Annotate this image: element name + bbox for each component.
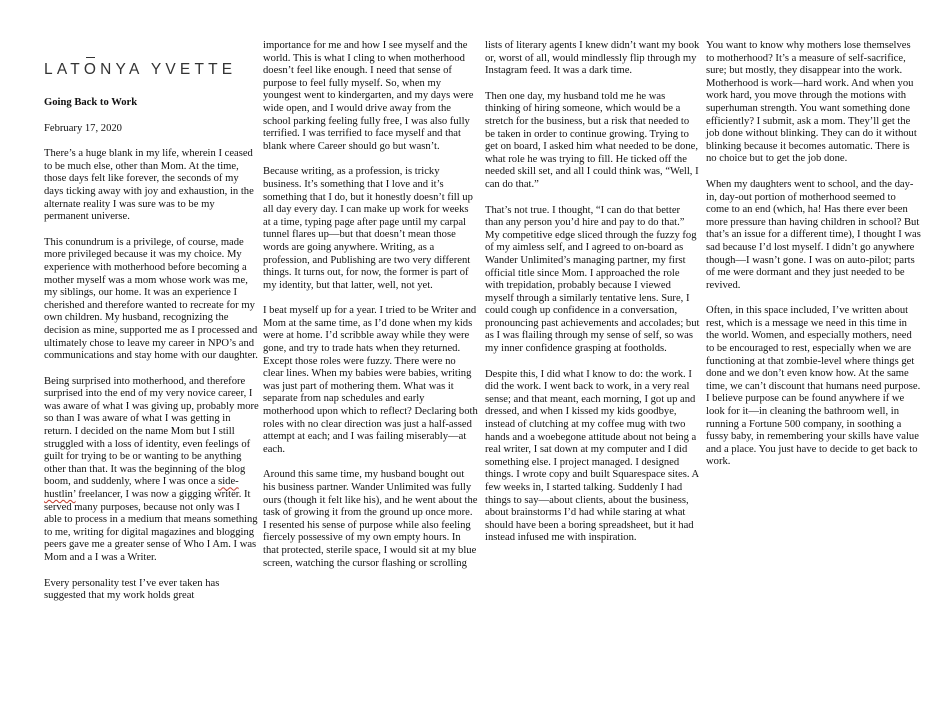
logo-o-with-macron: O: [83, 61, 101, 78]
paragraph: This conundrum is a privilege, of course, made more privileged because it was my choice. My experience with motherhood before becoming a mother myself was a mom whose work was me, my siblings, our home. It was an experience I cherished and therefore wanted to recreate for my own children. My husband, recognizing the decision as mine, supported me as I processed and ultimately chose to leave my career in NPO’s and communications and stay home with our daughter.: [44, 236, 258, 362]
paragraph: [44, 376, 259, 565]
paragraph: Every personality test I’ve ever taken has suggested that my work holds great: [44, 577, 220, 602]
text-run: freelancer, I was now a gigging writer. It served many purposes, because not only was I able to process in a medium that means something to me, writing for digital magazines and blogging peers gave me a greater sense of Who I Am. I was Mom and a I was a Writer.: [44, 489, 258, 563]
paragraph: When my daughters went to school, and the day-in, day-out portion of motherhood seemed to come to an end (which, ha! Has there ever been more pressure than having children in school? But that’s an issue for a different time), I thought I was sad because I’d lost myself. I didn’t go anywhere though—I wasn’t gone. I was on auto-pilot; parts of me were dormant and they just needed to be revived.: [706, 178, 921, 291]
paragraph: lists of literary agents I knew didn’t want my book or, worst of all, would mindlessly flip through my Instagram feed. It was a dark time.: [485, 40, 700, 77]
article-date: February 17, 2020: [44, 122, 122, 134]
paragraph: You want to know why mothers lose themselves to motherhood? It’s a measure of self-sacrifice, sure; but mostly, they disappear into the work. Motherhood is work—hard work. And when you work hard, you move through the motions with superhuman strength. You want something done efficiently? I submit, ask a mom. They’ll get the job done without blinking. They can do it without blinking because it becomes automatic. There is no choice but to get the job done.: [706, 40, 917, 165]
logo-part: LAT: [44, 61, 84, 78]
paragraph: Because writing, as a profession, is tricky business. It’s something that I love and it’s something that I do, but it honestly doesn’t fill up all day every day. I can make up work for weeks at a time, typing page after page until my carpal tunnel flares up—but that doesn’t mean those words are going anywhere. Writing, as a profession, and Publishing are two very different things. It turns out, for now, the former is part of my identity, but that latter, well, not yet.: [263, 166, 473, 291]
column-3: [485, 40, 700, 558]
paragraph: I beat myself up for a year. I tried to be Writer and Mom at the same time, as I’d done when my kids were at home. I’d scribble away while they were gone, and try to trade hats when they returned. Except those roles were fuzzy. There were no clear lines. When my babies were babies, writing was just part of mothering them. What was it separate from nap schedules and early motherhood upon which to reflect? Declaring both roles with no clear direction was just a half-assed attempt at each; and I was failing miserably—at each.: [263, 305, 478, 455]
paragraph: There’s a huge blank in my life, wherein I ceased to be much else, other than Mom. At the time, those days felt like forever, the seconds of my days ticking away with joy and exhaustion, in the alternate reality I was sure was to be my permanent universe.: [44, 148, 254, 223]
paragraph: importance for me and how I see myself and the world. This is what I cling to when motherhood doesn’t feel like enough. I need that sense of purpose to feel fully myself. So, when my youngest went to kindergarten, and my days were wide open, and I would drive away from the school parking feeling fully free, I was also fully terrified. I was terrified to face myself and that blank where Career should go but wasn’t.: [263, 40, 474, 152]
paragraph: Despite this, I did what I know to do: the work. I did the work. I went back to work, in a very real sense; and that meant, each morning, I got up and dressed, and when I kissed my kids goodbye, instead of clutching at my coffee mug with two hands and a woebegone attitude about not being a real writer, I sat down at my computer and I did something else. I project managed. I designed things. I wrote copy and built Squarespace sites. A few weeks in, I started talking. Suddenly I had things to say—about clients, about the business, about brainstorms I’d had while staring at what should have been a boring spreadsheet, but it had instead infused me with inspiration.: [485, 368, 699, 544]
column-2: [263, 40, 478, 583]
paragraph: Then one day, my husband told me he was thinking of hiring someone, which would be a stretch for the business, but a risk that needed to be taken in order to continue growing. Trying to get on board, I asked him what needed to be done, what role he was trying to fill. He ticked off the needed skill set, and all I could think was, “Well, I can do that.”: [485, 90, 699, 190]
column-1: [44, 60, 259, 616]
article-title: Going Back to Work: [44, 97, 138, 108]
paragraph: That’s not true. I thought, “I can do that better than any person you’d hire and pay to do that.” My competitive edge sliced through the fuzzy fog of my aimless self, and I agreed to on-board as Wander Unlimited’s managing partner, my first official title since Mom. I approached the role with trepidation, probably because I viewed myself through a similarly tentative lens. Sure, I could cough up confidence in a conversation, pronouncing past achievements and accolades; but as I was flailing through my sense of self, so was my inner confidence grasping at footholds.: [485, 204, 700, 355]
paragraph: Often, in this space included, I’ve written about rest, which is a message we need in this time in the world. Women, and especially mothers, need to be encouraged to rest, especially when we are functioning at that zombie-level where things get done and we don’t even know how. At the same time, we can’t discount that humans need purpose. I believe purpose can be found anywhere if we look for it—in cleaning the bathroom well, in running a Fortune 500 company, in soothing a fussy baby, in remembering your skills have value and a place. You just have to decide to get back to work.: [706, 305, 921, 468]
text-run: Being surprised into motherhood, and therefore surprised into the end of my very novice career, I was aware of what I was giving up, probably more so than I was aware of what I was getting in return. I decided on the name Mom but I still struggled with a loss of identity, even feelings of guilt for trying to be or wanting to be anything other than that. It was the beginning of the blog boom, and suddenly, where I was once a: [44, 375, 259, 488]
paragraph: Around this same time, my husband bought out his business partner. Wander Unlimited was fully ours (though it felt like his), and he went about the task of growing it from the ground up once more. I resented his sense of purpose while also feeling fiercely possessive of my own empty hours. In that protected, sterile space, I would sit at my blue screen, watching the cursor flashing or scrolling: [263, 469, 478, 569]
logo-part: NYA YVETTE: [100, 61, 237, 78]
spellcheck-word: side-hustlin’: [44, 476, 239, 501]
column-4: [706, 40, 921, 482]
